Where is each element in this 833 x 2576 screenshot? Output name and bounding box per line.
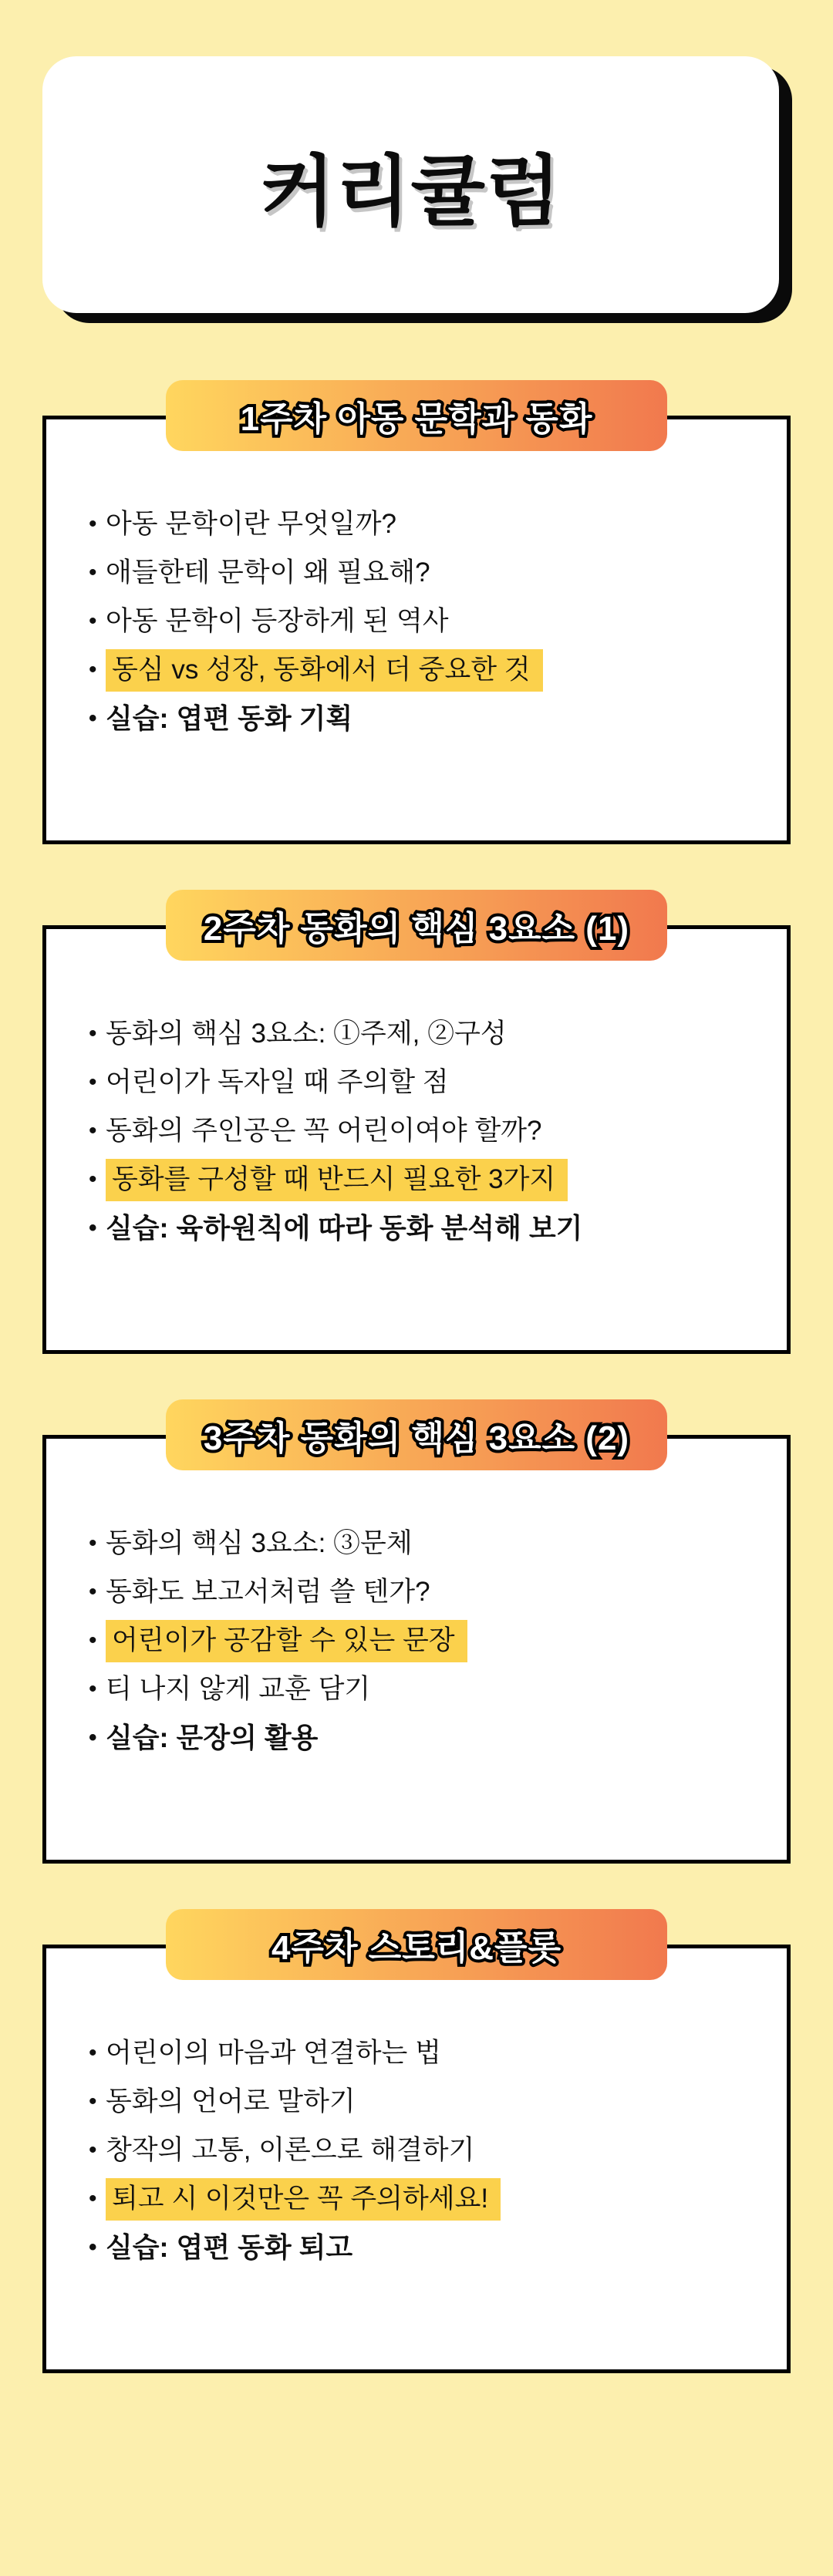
bullet-dot: • [89, 560, 97, 585]
topic-text: 티 나지 않게 교훈 담기 [106, 1674, 371, 1704]
topic-item [89, 510, 756, 538]
topic-text: 아동 문학이란 무엇일까? [106, 509, 397, 539]
bullet-dot: • [89, 1167, 97, 1192]
topic-item [89, 1069, 756, 1096]
topic-item [89, 559, 756, 587]
topic-item [89, 1675, 756, 1703]
practice-item [89, 2231, 756, 2263]
bullet-dot: • [89, 1021, 97, 1046]
week-section-1 [0, 380, 833, 844]
topic-item [89, 656, 756, 684]
topic-item [89, 2185, 756, 2213]
topic-text: 동화의 주인공은 꼭 어린이여야 할까? [106, 1116, 542, 1146]
topic-text: 동화의 핵심 3요소: ①주제, ②구성 [106, 1019, 507, 1049]
page-title: 커리큘럼 [260, 148, 562, 235]
highlighted-topic-text: 동화를 구성할 때 반드시 필요한 3가지 [106, 1159, 568, 1201]
bullet-dot: • [89, 1676, 97, 1702]
bullet-dot: • [89, 1628, 97, 1653]
week-badge-1 [166, 380, 667, 451]
topic-item [89, 2137, 756, 2164]
topic-list [89, 1020, 756, 1242]
topic-list [89, 510, 756, 732]
topic-item [89, 1530, 756, 1557]
topic-text: 실습: 엽편 동화 기획 [106, 702, 353, 734]
bullet-dot: • [89, 1118, 97, 1143]
topic-list [89, 1530, 756, 1752]
week-section-4 [0, 1909, 833, 2373]
bullet-dot: • [89, 608, 97, 634]
topic-item [89, 2039, 756, 2067]
bullet-dot: • [89, 2089, 97, 2114]
week-badge-2 [166, 890, 667, 961]
bullet-dot: • [89, 705, 97, 731]
practice-item [89, 702, 756, 734]
highlighted-topic-text: 동심 vs 성장, 동화에서 더 중요한 것 [106, 649, 543, 692]
week-section-2 [0, 890, 833, 1354]
bullet-dot: • [89, 1215, 97, 1241]
topic-item [89, 1578, 756, 1606]
highlighted-topic-text: 어린이가 공감할 수 있는 문장 [106, 1620, 467, 1662]
topic-text: 실습: 육하원칙에 따라 동화 분석해 보기 [106, 1212, 583, 1244]
topic-text: 창작의 고통, 이론으로 해결하기 [106, 2135, 475, 2165]
bullet-dot: • [89, 2137, 97, 2163]
bullet-dot: • [89, 1530, 97, 1556]
topic-text: 동화도 보고서처럼 쓸 텐가? [106, 1577, 430, 1607]
topic-item [89, 1117, 756, 1145]
highlighted-topic-text: 퇴고 시 이것만은 꼭 주의하세요! [106, 2178, 501, 2221]
week-badge-label: 2주차 동화의 핵심 3요소 (1) [203, 910, 630, 948]
week-content-box [42, 925, 791, 1354]
week-badge-label: 4주차 스토리&플롯 [271, 1929, 562, 1967]
topic-text: 애들한테 문학이 왜 필요해? [106, 557, 430, 588]
bullet-dot: • [89, 1725, 97, 1750]
topic-item [89, 1166, 756, 1194]
topic-item [89, 1627, 756, 1655]
topic-text: 어린이가 독자일 때 주의할 점 [106, 1067, 449, 1097]
topic-text: 아동 문학이 등장하게 된 역사 [106, 606, 449, 636]
topic-text: 동화의 핵심 3요소: ③문체 [106, 1528, 413, 1558]
week-content-box [42, 1945, 791, 2373]
week-badge-4 [166, 1909, 667, 1980]
topic-item [89, 2088, 756, 2116]
topic-item [89, 608, 756, 635]
week-badge-3 [166, 1399, 667, 1470]
week-badge-label: 1주차 아동 문학과 동화 [240, 400, 593, 438]
topic-text: 동화의 언어로 말하기 [106, 2086, 356, 2116]
bullet-dot: • [89, 1579, 97, 1605]
practice-item [89, 1214, 756, 1242]
bullet-dot: • [89, 2186, 97, 2211]
topic-text: 실습: 엽편 동화 퇴고 [106, 2231, 353, 2263]
bullet-dot: • [89, 511, 97, 537]
title-card [42, 56, 779, 313]
bullet-dot: • [89, 2040, 97, 2066]
week-badge-label: 3주차 동화의 핵심 3요소 (2) [203, 1419, 630, 1457]
practice-item [89, 1724, 756, 1752]
topic-list [89, 2039, 756, 2261]
week-content-box [42, 1435, 791, 1864]
topic-text: 실습: 문장의 활용 [106, 1722, 319, 1753]
bullet-dot: • [89, 1069, 97, 1095]
topic-text: 어린이의 마음과 연결하는 법 [106, 2038, 441, 2068]
week-content-box [42, 416, 791, 844]
bullet-dot: • [89, 657, 97, 682]
topic-item [89, 1020, 756, 1048]
bullet-dot: • [89, 2234, 97, 2260]
week-section-3 [0, 1399, 833, 1864]
